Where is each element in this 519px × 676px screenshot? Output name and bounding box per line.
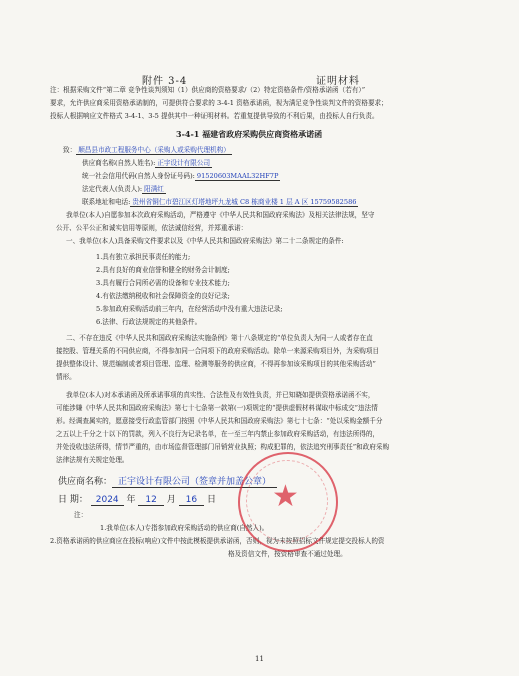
date-day-unit: 日: [206, 495, 216, 505]
condition-6: 6.法律、行政法规规定的其他条件。: [96, 318, 202, 326]
intro-line-2: 要求，允许供应商采用资格承诺制的，可提供符合要求的 3-4-1 资格承诺函，视为满足竞争性谈判文件的资格要求；: [50, 99, 388, 107]
field-label: 统一社会信用代码(自然人身份证号码):: [82, 172, 195, 180]
supplier-value: 正宇设计有限公司（签章并加盖公章）: [112, 477, 277, 488]
condition-5: 5.参加政府采购活动前三年内，在经营活动中没有重大违法记录;: [96, 305, 283, 313]
date-year: 2024: [91, 495, 124, 506]
date-label: 日 期：: [58, 495, 88, 505]
field-label: 法定代表人(负责人):: [82, 185, 143, 193]
body-line-2: 公开、公平公正和诚实信用等原则，依法诚信经营，并郑重承诺：: [56, 224, 248, 232]
clause2-line-4: 情形。: [56, 373, 76, 381]
letter-title: 3-4-1 福建省政府采购供应商资格承诺函: [176, 129, 323, 139]
clause3-line-3: 形。经调查属实的，愿意接受行政监管部门按照《中华人民共和国政府采购法》第七十七条：“处以采购金额千分: [56, 417, 383, 425]
condition-4: 4.有依法缴纳税收和社会保障资金的良好记录;: [96, 292, 230, 300]
company-seal-stamp: [238, 452, 338, 552]
condition-3: 3.具有履行合同所必需的设备和专业技术能力;: [96, 279, 230, 287]
field-label: 联系地址和电话:: [82, 198, 131, 206]
field-value: 贵州省铜仁市碧江区灯塔地坪九龙城 C8 栋商业楼 1 层 A 区 15759582586: [132, 198, 357, 206]
seal-star-icon: ★: [272, 479, 299, 514]
body-line-3: 一、我单位(本人)具备采购文件要求以及《中华人民共和国政府采购法》第二十二条规定的条件:: [66, 237, 344, 245]
recipient-line: [63, 146, 232, 155]
note-2: 2.资格承诺函的供应商应在投标(响应)文件中按此模板提供承诺函，否则，视为未按照招标文件规定提交投标人的资: [50, 537, 385, 545]
note-1: 1.我单位(本人)专指参加政府采购活动的供应商(自然人)。: [100, 524, 269, 532]
appendix-label: 附件 3-4: [142, 76, 188, 87]
condition-1: 1.具有独立承担民事责任的能力;: [96, 253, 191, 261]
field-contact: [82, 198, 358, 207]
date-month-unit: 月: [166, 495, 176, 505]
body-line-1: 我单位(本人)自愿参加本次政府采购活动，严格遵守《中华人民共和国政府采购法》及相关法律法规，坚守: [66, 211, 375, 219]
supplier-label: 供应商名称：: [58, 477, 113, 487]
condition-2: 2.具有良好的商业信誉和健全的财务会计制度;: [96, 266, 230, 274]
intro-line-1: 注：根据采购文件“第二章 竞争性谈判须知（1）供应商的资格要求/（2）特定资格条件/资格承诺函（若有）”: [50, 86, 366, 94]
intro-line-3: 投标人根据响应文件格式 3-4-1、3-5 提供其中一种证明材料。若重复提供导致的不利后果，由投标人自行负责。: [50, 112, 379, 120]
clause3-line-4: 之五以上千分之十以下的罚款，列入不良行为记录名单，在一至三年内禁止参加政府采购活动，有违法所得的，: [56, 430, 380, 438]
field-value: 正宇设计有限公司: [157, 159, 211, 167]
clause3-line-6: 法律法规有关规定处理。: [56, 456, 129, 464]
date-day: 16: [179, 495, 204, 506]
clause2-line-2: 接控股、管理关系的不同供应商，不得参加同一合同项下的政府采购活动。除单一来源采购项目外，为采购项目: [56, 347, 380, 355]
recipient-prefix: 致：: [63, 146, 77, 154]
field-value: 阳满红: [144, 185, 164, 193]
field-credit-code: [82, 172, 280, 181]
field-legal-rep: [82, 185, 166, 194]
field-supplier-name: [82, 159, 212, 168]
clause3-line-5: 并处没收违法所得，情节严重的，由市场监督管理部门吊销营业执照；构成犯罪的，依法追究刑事责任”和政府采购: [56, 443, 390, 451]
date-month: 12: [138, 495, 163, 506]
clause2-line-1: 二、不存在违反《中华人民共和国政府采购法实施条例》第十八条规定的“单位负责人为同一人或者存在直: [66, 334, 373, 342]
note-3: 格及资信文件，按资格审查不通过处理。: [228, 550, 347, 558]
clause3-line-2: 可能涉嫌《中华人民共和国政府采购法》第七十七条第一款第(一)项规定的“提供虚假材料谋取中标成交”违法情: [56, 404, 378, 412]
field-value: 91520603MAAL32HF7P: [196, 172, 279, 180]
notes-label: 注：: [74, 511, 88, 519]
date-year-unit: 年: [126, 495, 136, 505]
page-number: 11: [255, 655, 264, 663]
field-label: 供应商名称(自然人姓名):: [82, 159, 156, 167]
clause2-line-3: 提供整体设计、规范编制或者项目管理、监理、检测等服务的供应商，不得再参加该采购项目的其他采购活动”: [56, 360, 376, 368]
section-title: 证明材料: [316, 76, 360, 87]
recipient-value: 顺昌县市政工程服务中心（采购人或采购代理机构）: [78, 146, 230, 154]
signature-date: [58, 492, 216, 505]
clause3-line-1: 我单位(本人)对本承诺函及所承诺事项的真实性、合法性及有效性负责，并已知晓如提供资格承诺函不实，: [66, 391, 375, 399]
